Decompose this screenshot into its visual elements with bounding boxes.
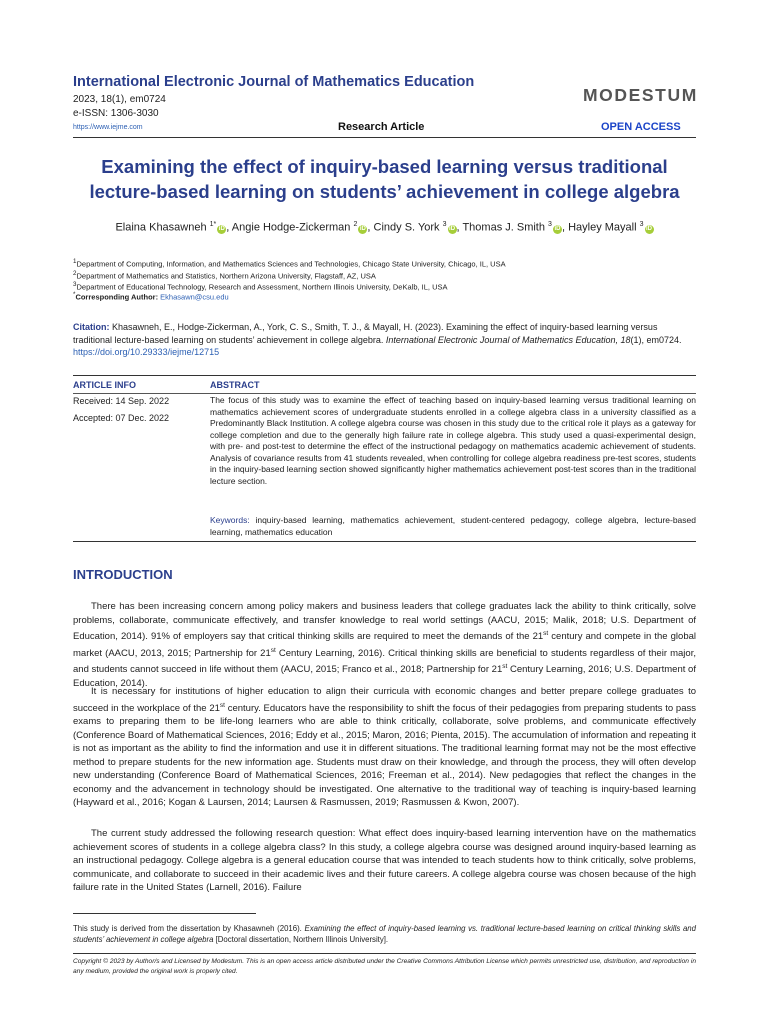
corresponding-author	[73, 291, 229, 302]
superscript: st	[502, 663, 508, 671]
text-run: There has been increasing concern among policy makers and business leaders that college graduates lack the ability to think critically, solve problems, collaborate, communicate effectively, and transfer knowledge to real world settings (AACU, 2015; Malik, 2018; U.S. Department of Education, 2014). 91% of employers say that critical thinking skills are required to meet the demands of the 21	[73, 601, 696, 643]
affiliation-text: Department of Computing, Information, and Mathematics Sciences and Technologies, Chicago State University, Chicago, IL, USA	[76, 259, 506, 269]
info-top-rule	[73, 375, 696, 376]
copyright-notice: Copyright © 2023 by Author/s and Licensed by Modestum. This is an open access article distributed under the Creative Commons Attribution License which permits unrestricted use, distribution, and reproduction in any medium, provided the original work is properly cited.	[73, 958, 696, 975]
article-info-heading: ARTICLE INFO	[73, 380, 136, 390]
accepted-date: Accepted: 07 Dec. 2022	[73, 413, 170, 423]
intro-paragraph-3: The current study addressed the following research question: What effect does inquiry-based learning intervention have on the mathematics achievement scores of students in a college algebra class? In this study, a college algebra course was designed around inquiry-based learning as an instructional pedagogy. College algebra is a general education course that was intended to teach students how to think critically, solve problems, communicate, and collaborate to succeed in their academic lives and their future careers. A college algebra course was chosen because of the high failure rate in the United States (Larnell, 2016). Failure	[73, 828, 696, 893]
intro-paragraph-1	[73, 600, 696, 690]
text-run: Century Learning, 2016). Critical thinking skills are beneficial to students regardless of their major, and students cannot succeed in life without them (AACU, 2015; Franco et al., 2018; Partnership for 21	[73, 647, 696, 676]
corresponding-email-link[interactable]: Ekhasawn@csu.edu	[160, 292, 229, 302]
intro-paragraph-2	[73, 685, 696, 810]
footnote-rule	[73, 913, 256, 914]
superscript: st	[270, 646, 276, 654]
introduction-heading: INTRODUCTION	[73, 567, 173, 582]
journal-url-link[interactable]: https://www.iejme.com	[73, 124, 143, 131]
footnote	[73, 923, 696, 945]
author-affiliation-mark: 3	[548, 221, 552, 228]
author-list: Elaina Khasawneh $^{1*}$iD , Angie Hodge-Zickerman $^2$iD , Cindy S. York $^3$iD , Thomas J. Smith $^3$iD , Hayley Mayall $^3$iD	[115, 221, 653, 234]
citation-journal: International Electronic Journal of Mathematics Education, 18	[385, 334, 631, 345]
author-name: Thomas J. Smith	[462, 221, 545, 234]
orcid-icon[interactable]: iD	[646, 225, 653, 232]
citation-label: Citation:	[73, 322, 110, 332]
citation-tail: (1), em0724.	[630, 334, 682, 345]
citation-text: Khasawneh, E., Hodge-Zickerman, A., York, C. S., Smith, T. J., & Mayall, H. (2023). Examining the effect of inquiry-based learning versus traditional lecture-based learning on students’ achievement in college algebra.	[73, 322, 658, 345]
text-run: Century Learning, 2016; U.S. Department of Education, 2014).	[73, 664, 696, 689]
affiliation-text: Department of Educational Technology, Research and Assessment, Northern Illinois University, DeKalb, IL, USA	[76, 282, 448, 292]
open-access-label: OPEN ACCESS	[601, 121, 681, 133]
text-run: century. Educators have the responsibility to shift the focus of their pedagogies from preparing students to pass exams to preparing them to be life-long learners who are able to think critically, collaborate, solve problems, and communicate effectively (Conference Board of Mathematical Sciences, 2016; Eddy et al., 2015; Maron, 2016; Pienta, 2015). The accumulation of information and repeating it is not as important as the ability to find the information and use it in different situations. The traditional learning format may not be the most effective method to prepare students for the new information age. Students must draw on their knowledge, and through the process, they will often develop new understanding (Conference Board of Mathematical Sciences, 2016; Freeman et al., 2014). New pedagogies that reflect the changes in the economy and the advancement in technology should be investigated. One alternative to the traditional way of teaching is inquiry-based learning (Hayward et al., 2016; Kogan & Laursen, 2014; Laursen & Rasmussen, 2019; Rasmussen & Kwon, 2007).	[73, 702, 696, 809]
keywords-text: inquiry-based learning, mathematics achievement, student-centered pedagogy, college algebra, lecture-based learning, mathematics education	[210, 515, 696, 537]
volume-info: 2023, 18(1), em0724	[73, 94, 166, 105]
author-name: Elaina Khasawneh	[115, 221, 207, 234]
journal-name: International Electronic Journal of Mathematics Education	[73, 74, 475, 90]
superscript: st	[543, 630, 549, 637]
affiliation-3	[73, 281, 448, 292]
footnote-tail: [Doctoral dissertation, Northern Illinois University].	[215, 935, 389, 944]
author-name: Cindy S. York	[373, 221, 440, 234]
affiliation-mark: 2	[73, 270, 77, 277]
corresponding-label: Corresponding Author:	[75, 292, 159, 302]
copyright-rule	[73, 953, 696, 954]
author-affiliation-mark: 3	[442, 221, 447, 228]
orcid-icon[interactable]: iD	[554, 225, 561, 232]
text-run: It is necessary for institutions of higher education to align their curricula with economic changes and better prepare college graduates to succeed in the workplace of the 21	[73, 686, 696, 714]
text-run: century and compete in the global market (AACU, 2013, 2015; Partnership for 21	[73, 631, 696, 659]
author-name: Angie Hodge-Zickerman	[231, 221, 351, 234]
paper-title: Examining the effect of inquiry-based learning versus traditional lecture-based learning on students’ achievement in college algebra	[89, 156, 680, 202]
abstract-text: The focus of this study was to examine the effect of teaching based on inquiry-based learning versus traditional learning on mathematics achievement scores of undergraduate students enrolled in a college algebra class in a university classified as a Predominantly Black Institution. A college algebra course was chosen in this study due to the critical role it plays as a gateway for college completion and due to the generally high failure rate in college algebra. This study used a quasi-experimental design, with pre- and post-test to determine the effect of the instructional pedagogy on mathematics academic achievement of students. Analysis of covariance results from 41 students revealed, when controlling for college algebra readiness pre-test scores, students in the inquiry-based learning section showed significantly higher mathematics achievement post-test scores than in the traditional lecture section.	[210, 395, 696, 486]
keywords	[210, 515, 696, 538]
info-bottom-rule	[73, 541, 696, 542]
author-name: Hayley Mayall	[568, 221, 637, 234]
publisher-logo: MODESTUM	[583, 85, 698, 105]
affiliation-mark: 1	[73, 258, 77, 265]
orcid-icon[interactable]: iD	[218, 225, 225, 232]
keywords-label: Keywords:	[210, 515, 250, 525]
author-affiliation-mark: 2	[353, 221, 358, 228]
author-affiliation-mark: 1*	[209, 221, 217, 228]
received-date: Received: 14 Sep. 2022	[73, 396, 170, 406]
article-type: Research Article	[338, 121, 425, 133]
citation-block	[73, 321, 696, 359]
header-divider	[73, 137, 696, 138]
author-affiliation-mark: 3	[639, 221, 644, 228]
affiliation-mark: *	[73, 291, 76, 298]
orcid-icon[interactable]: iD	[449, 225, 456, 232]
affiliation-1	[73, 258, 506, 269]
issn: e-ISSN: 1306-3030	[73, 108, 159, 119]
footnote-lead: This study is derived from the dissertation by Khasawneh (2016).	[73, 924, 302, 933]
affiliation-2	[73, 270, 376, 281]
orcid-icon[interactable]: iD	[359, 225, 366, 232]
doi-link[interactable]: https://doi.org/10.29333/iejme/12715	[73, 347, 220, 357]
abstract-heading: ABSTRACT	[210, 380, 260, 390]
footnote-title: Examining the effect of inquiry-based learning vs. traditional lecture-based learning on critical thinking skills and students’ achievement in college algebra	[73, 924, 696, 944]
superscript: st	[219, 701, 225, 709]
affiliation-text: Department of Mathematics and Statistics, Northern Arizona University, Flagstaff, AZ, USA	[76, 271, 376, 281]
affiliation-mark: 3	[73, 281, 77, 288]
info-header-rule	[73, 393, 696, 394]
